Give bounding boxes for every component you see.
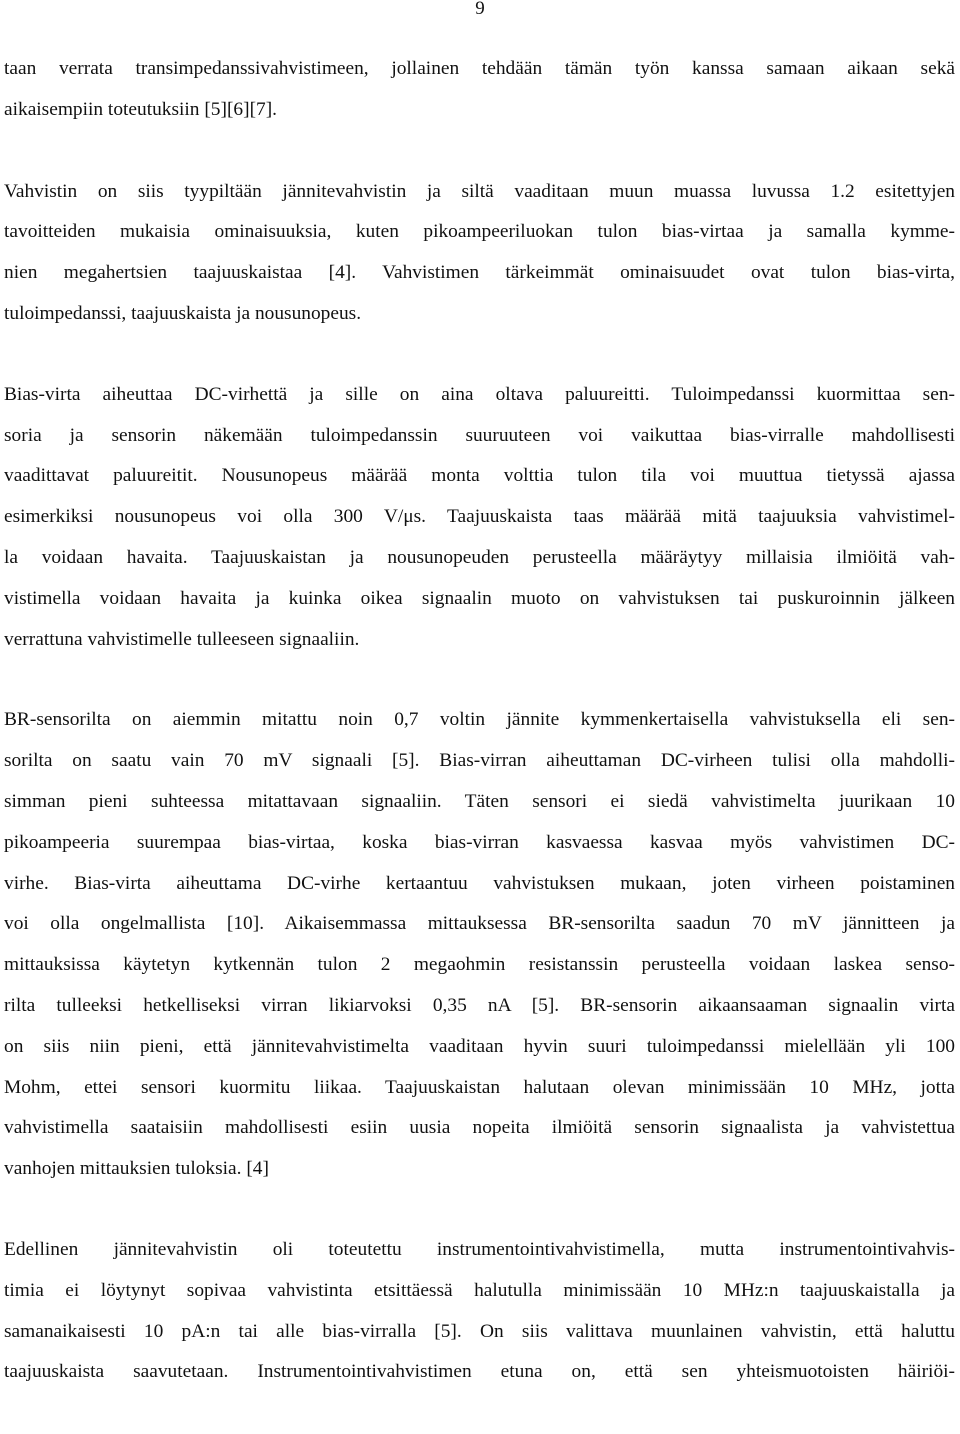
paragraph-3 [4, 375, 955, 661]
text-line: tavoitteiden mukaisia ominaisuuksia, kuten pikoampeeriluokan tulon bias-virtaa ja samalla kymme- [4, 221, 955, 243]
paragraph-2 [4, 172, 955, 335]
text-line: taajuuskaista saavutetaan. Instrumentointivahvistimen etuna on, että sen yhteismuotoisten häiriöi- [4, 1361, 955, 1383]
text-line: vanhojen mittauksien tuloksia. [4] [4, 1158, 269, 1180]
text-line: vistimella voidaan havaita ja kuinka oikea signaalin muoto on vahvistuksen tai puskuroinnin jälkeen [4, 587, 955, 609]
text-line: tuloimpedanssi, taajuuskaista ja nousunopeus. [4, 302, 362, 324]
text-line: esimerkiksi nousunopeus voi olla 300 V/μs. Taajuuskaista taas määrää mitä taajuuksia vahvistimel- [4, 506, 955, 528]
text-line: Bias-virta aiheuttaa DC-virhettä ja sille on aina oltava paluureitti. Tuloimpedanssi kuormittaa sen- [4, 383, 955, 405]
paragraph-1 [4, 49, 955, 131]
text-line: verrattuna vahvistimelle tulleeseen signaaliin. [4, 628, 360, 650]
text-line: virhe. Bias-virta aiheuttama DC-virhe kertaantuu vahvistuksen mukaan, joten virheen poistaminen [4, 872, 955, 894]
paragraph-5 [4, 1230, 955, 1393]
text-line: pikoampeeria suurempaa bias-virtaa, koska bias-virran kasvaessa kasvaa myös vahvistimen DC- [4, 831, 955, 853]
text-line: soria ja sensorin näkemään tuloimpedanssin suuruuteen voi vaikuttaa bias-virralle mahdollisesti [4, 424, 955, 446]
text-line: vaadittavat paluureitit. Nousunopeus määrää monta volttia tulon tila voi muuttua tietyssä ajassa [4, 465, 955, 487]
page-number: 9 [475, 0, 485, 19]
text-line: sorilta on saatu vain 70 mV signaali [5]. Bias-virran aiheuttaman DC-virheen tulisi olla mahdolli- [4, 750, 955, 772]
text-line: Mohm, ettei sensori kuormitu liikaa. Taajuuskaistan halutaan olevan minimissään 10 MHz, jotta [4, 1076, 955, 1098]
text-line: on siis niin pieni, että jännitevahvistimelta vaaditaan hyvin suuri tuloimpedanssi mielellään yli 100 [4, 1035, 955, 1057]
text-line: BR-sensorilta on aiemmin mitattu noin 0,7 voltin jännite kymmenkertaisella vahvistuksella eli sen- [4, 709, 955, 731]
text-line: timia ei löytynyt sopivaa vahvistinta etsittäessä halutulla minimissään 10 MHz:n taajuuskaistalla ja [4, 1279, 955, 1301]
paragraph-4 [4, 700, 955, 1190]
text-line: la voidaan havaita. Taajuuskaistan ja nousunopeuden perusteella määräytyy millaisia ilmiöitä vah- [4, 546, 955, 568]
text-line: taan verrata transimpedanssivahvistimeen, jollainen tehdään tämän työn kanssa samaan aikaan sekä [4, 58, 955, 79]
text-line: rilta tulleeksi hetkelliseksi virran likiarvoksi 0,35 nA [5]. BR-sensorin aikaansaaman signaalin virta [4, 994, 955, 1016]
text-line: Edellinen jännitevahvistin oli toteutettu instrumentointivahvistimella, mutta instrumentointivahvis- [4, 1238, 955, 1260]
text-line: mittauksissa käytetyn kytkennän tulon 2 megaohmin resistanssin perusteella voidaan laskea senso- [4, 954, 955, 976]
text-line: voi olla ongelmallista [10]. Aikaisemmassa mittauksessa BR-sensorilta saadun 70 mV jännitteen ja [4, 913, 955, 935]
text-line: aikaisempiin toteutuksiin [5][6][7]. [4, 98, 278, 120]
text-line: nien megahertsien taajuuskaistaa [4]. Vahvistimen tärkeimmät ominaisuudet ovat tulon bias-virta, [4, 262, 955, 284]
text-line: samanaikaisesti 10 pA:n tai alle bias-virralla [5]. On siis valittava muunlainen vahvistin, että haluttu [4, 1320, 955, 1342]
text-line: simman pieni suhteessa mitattavaan signaaliin. Täten sensori ei siedä vahvistimelta juurikaan 10 [4, 790, 955, 812]
text-line: vahvistimella saataisiin mahdollisesti esiin uusia nopeita ilmiöitä sensorin signaalista ja vahvistettua [4, 1117, 955, 1139]
body-text [4, 49, 955, 1434]
text-line: Vahvistin on siis tyypiltään jännitevahvistin ja siltä vaaditaan muun muassa luvussa 1.2 esitettyjen [4, 180, 955, 202]
